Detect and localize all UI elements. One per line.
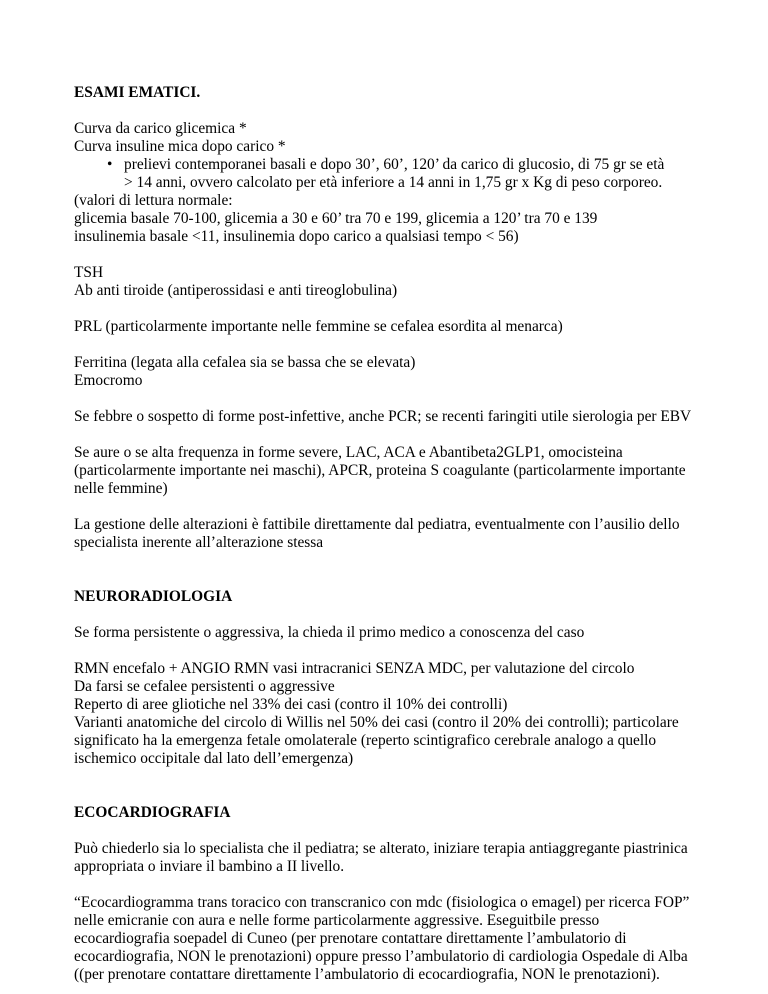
neuro-line: Reperto di aree gliotiche nel 33% dei casi (contro il 10% dei controlli) [74, 696, 508, 713]
febbre-line: Se febbre o sospetto di forme post-infettive, anche PCR; se recenti faringiti utile sierologia per EBV [74, 408, 692, 425]
eco-line: ecocardiografia soepadel di Cuneo (per prenotare contattare direttamente l’ambulatorio di [74, 930, 627, 947]
curva-glicemica-line: Curva da carico glicemica * [74, 120, 247, 137]
paragraph-ferritina [74, 354, 714, 390]
curva-insuline-line: Curva insuline mica dopo carico * [74, 138, 286, 155]
section-title-neuroradiologia: NEURORADIOLOGIA [74, 588, 233, 605]
neuro-line: ischemico occipitale dal lato dell’emergenza) [74, 750, 354, 767]
neuro-line: Varianti anatomiche del circolo di Willis nel 50% dei casi (contro il 20% dei controlli); particolare [74, 714, 679, 731]
eco-line: nelle emicranie con aura e nelle forme particolarmente aggressive. Eseguitbile presso [74, 912, 600, 929]
tsh-line: TSH [74, 264, 104, 281]
paragraph-curve [74, 120, 714, 246]
eco-line: ecocardiografia, NON le prenotazioni) oppure presso l’ambulatorio di cardiologia Ospedale di Alba [74, 948, 688, 965]
paragraph-eco-intro [74, 840, 714, 876]
bullet-line: prelievi contemporanei basali e dopo 30’, 60’, 120’ da carico di glucosio, di 75 gr se età [124, 156, 665, 173]
bullet-line: > 14 anni, ovvero calcolato per età inferiore a 14 anni in 1,75 gr x Kg di peso corporeo. [124, 174, 663, 191]
gestione-line: specialista inerente all’alterazione stessa [74, 534, 324, 551]
bullet-item-prelievi [74, 156, 714, 192]
eco-line: “Ecocardiogramma trans toracico con transcranico con mdc (fisiologica o emagel) per ricerca FOP” [74, 894, 690, 911]
aure-line: Se aure o se alta frequenza in forme severe, LAC, ACA e Abantibeta2GLP1, omocisteina [74, 444, 623, 461]
section-title-esami-ematici: ESAMI EMATICI. [74, 84, 201, 101]
valori-line: (valori di lettura normale: [74, 192, 233, 209]
bullet-dot-icon: • [107, 156, 113, 173]
paragraph-febbre [74, 408, 714, 426]
prl-line: PRL (particolarmente importante nelle femmine se cefalea esordita al menarca) [74, 318, 563, 335]
ferritina-line: Ferritina (legata alla cefalea sia se bassa che se elevata) [74, 354, 416, 371]
eco-line: ((per prenotare contattare direttamente l’ambulatorio di ecocardiografia, NON le prenotazioni). [74, 966, 660, 983]
aure-line: nelle femmine) [74, 480, 168, 497]
neuro-line: significato ha la emergenza fetale omolaterale (reperto scintigrafico cerebrale analogo a quello [74, 732, 657, 749]
valori-line: glicemia basale 70-100, glicemia a 30 e 60’ tra 70 e 199, glicemia a 120’ tra 70 e 139 [74, 210, 598, 227]
neuro-line: Da farsi se cefalee persistenti o aggressive [74, 678, 335, 695]
ab-anti-line: Ab anti tiroide (antiperossidasi e anti tireoglobulina) [74, 282, 398, 299]
paragraph-eco-details [74, 894, 714, 984]
aure-line: (particolarmente importante nei maschi), APCR, proteina S coagulante (particolarmente importante [74, 462, 686, 479]
eco-intro-line: Può chiederlo sia lo specialista che il pediatra; se alterato, iniziare terapia antiaggregante piastrinica [74, 840, 688, 857]
paragraph-neuro-intro [74, 624, 714, 642]
paragraph-neuro-details [74, 660, 714, 768]
document-page [74, 84, 714, 984]
eco-intro-line: appropriata o inviare il bambino a II livello. [74, 858, 345, 875]
neuro-intro-line: Se forma persistente o aggressiva, la chieda il primo medico a conoscenza del caso [74, 624, 585, 641]
paragraph-prl [74, 318, 714, 336]
paragraph-tiroide [74, 264, 714, 300]
paragraph-gestione [74, 516, 714, 552]
neuro-line: RMN encefalo + ANGIO RMN vasi intracranici SENZA MDC, per valutazione del circolo [74, 660, 635, 677]
emocromo-line: Emocromo [74, 372, 143, 389]
paragraph-aure [74, 444, 714, 498]
section-title-ecocardiografia: ECOCARDIOGRAFIA [74, 804, 231, 821]
gestione-line: La gestione delle alterazioni è fattibile direttamente dal pediatra, eventualmente con l’ausilio dello [74, 516, 680, 533]
valori-line: insulinemia basale <11, insulinemia dopo carico a qualsiasi tempo < 56) [74, 228, 519, 245]
